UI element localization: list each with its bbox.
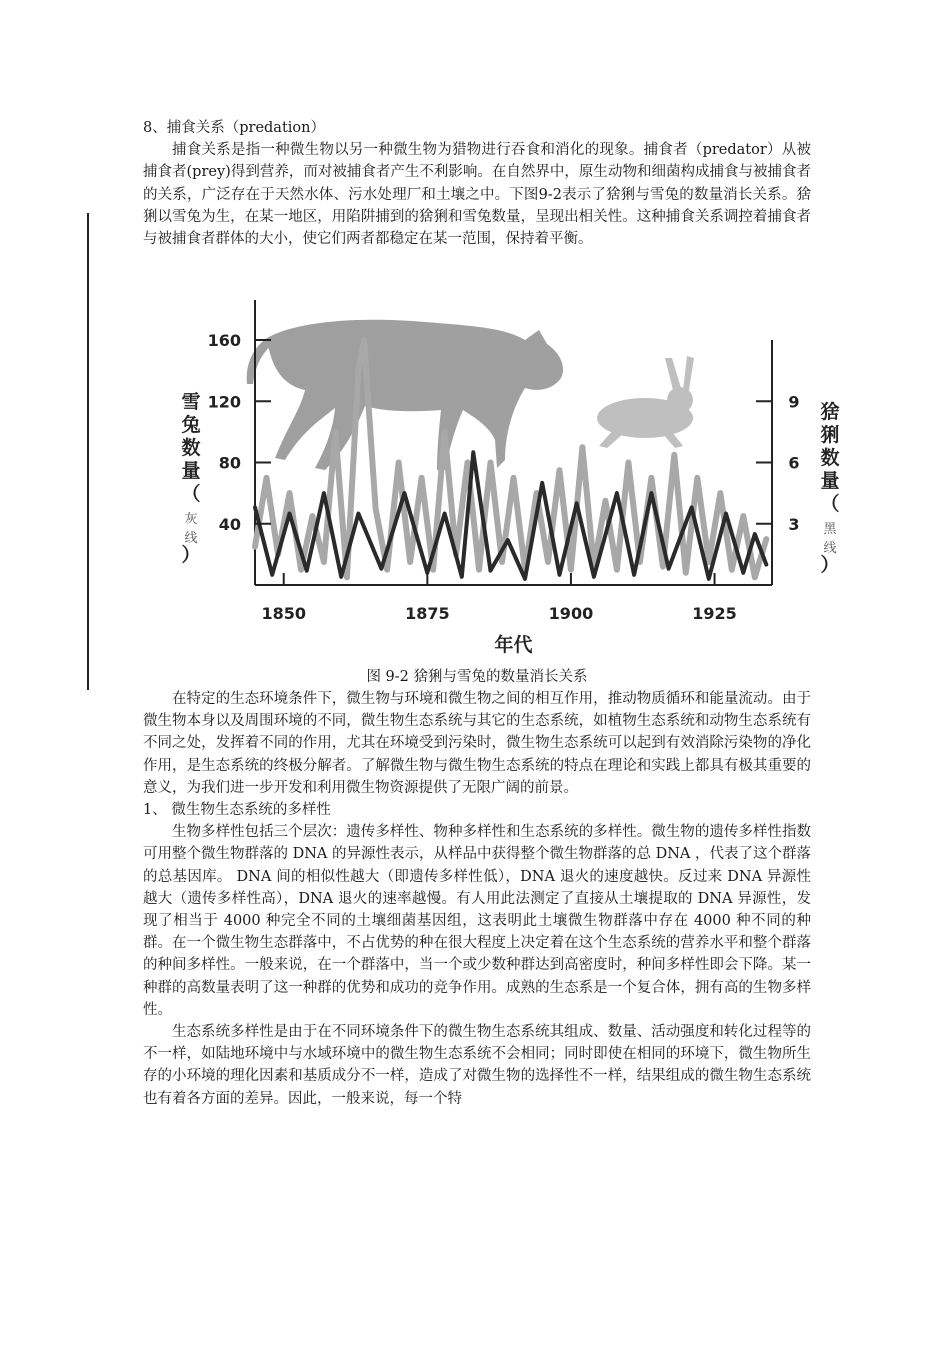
x-axis-label: 年代 (494, 634, 533, 656)
left-axis-label-char: 灰 (184, 512, 198, 527)
right-axis-label-char: 猞 (820, 401, 840, 423)
figure-caption: 图 9-2 猞猁与雪兔的数量消长关系 (366, 669, 588, 685)
left-tick-label: 40 (218, 514, 241, 534)
right-axis-label-char: 黑 (823, 522, 837, 537)
figure-lynx-hare (175, 300, 847, 665)
left-axis-label-char: 线 (184, 531, 198, 546)
left-axis-label-char: 雪 (181, 391, 201, 413)
margin-revision-bar (87, 213, 89, 690)
right-axis-label-char: 线 (823, 541, 837, 556)
section-predation (143, 117, 811, 250)
right-axis-label-char: 数 (820, 447, 840, 469)
left-axis-label-char: ） (181, 544, 201, 566)
x-tick-label: 1875 (405, 604, 450, 623)
right-axis-label-char: ） (820, 554, 840, 576)
lynx-hare-chart (175, 300, 847, 665)
left-axis-label-char: 数 (181, 437, 201, 459)
section-biodiversity (143, 688, 811, 1110)
right-tick-label: 6 (788, 453, 800, 473)
section-heading-diversity: 1、 微生物生态系统的多样性 (143, 802, 331, 819)
left-tick-label: 160 (207, 331, 241, 350)
x-tick-label: 1925 (692, 604, 737, 623)
left-axis-label-char: （ (181, 483, 201, 505)
x-tick-label: 1900 (548, 604, 594, 623)
right-axis-label-char: （ (820, 493, 840, 515)
section-heading-predation: 8、捕食关系（predation） (143, 120, 325, 136)
right-tick-label: 3 (788, 514, 800, 534)
right-axis-label-char: 猁 (820, 424, 840, 446)
left-tick-label: 120 (207, 392, 241, 412)
paragraph-ecosystem-diversity: 生态系统多样性是由于在不同环境条件下的微生物生态系统其组成、数量、活动强度和转化过程等的不一样，如陆地环境中与水域环境中的微生物生态系统不会相同；同时即使在相同的环境下，微生物所生存的小环境的理化因素和基质成分不一样，造成了对微生物的选择性不一样，结果组成的微生物生态系统也有着各方面的差异。因此，一般来说，每一个特 (143, 1024, 811, 1107)
left-axis-label-char: 量 (181, 460, 201, 482)
right-tick-label: 9 (788, 392, 800, 412)
left-tick-label: 80 (218, 453, 241, 473)
right-axis-label-char: 量 (820, 470, 840, 492)
paragraph-predation: 捕食关系是指一种微生物以另一种微生物为猎物进行吞食和消化的现象。捕食者（predator）从被捕食者(prey)得到营养，而对被捕食者产生不利影响。在自然界中，原生动物和细菌构成捕食与被捕食者的关系，广泛存在于天然水体、污水处理厂和土壤之中。下图9-2表示了猞猁与雪兔的数量消长关系。猞猁以雪兔为生，在某一地区，用陷阱捕到的猞猁和雪兔数量，呈现出相关性。这种捕食关系调控着捕食者与被捕食者群体的大小，使它们两者都稳定在某一范围，保持着平衡。 (143, 142, 811, 248)
left-axis-label-char: 兔 (181, 414, 201, 436)
paragraph-ecosystem-role: 在特定的生态环境条件下，微生物与环境和微生物之间的相互作用，推动物质循环和能量流动。由于微生物本身以及周围环境的不同，微生物生态系统与其它的生态系统，如植物生态系统和动物生态系统有不同之处，发挥着不同的作用，尤其在环境受到污染时，微生物生态系统可以起到有效消除污染物的净化作用，是生态系统的终极分解者。了解微生物与微生物生态系统的特点在理论和实践上都具有极其重要的意义，为我们进一步开发和利用微生物资源提供了无限广阔的前景。 (143, 691, 811, 796)
x-tick-label: 1850 (261, 604, 306, 623)
paragraph-genetic-diversity: 生物多样性包括三个层次：遗传多样性、物种多样性和生态系统的多样性。微生物的遗传多样性指数可用整个微生物群落的 DNA 的异源性表示，从样品中获得整个微生物群落的总 DNA ，代表了这个群落的总基因库。 DNA 间的相似性越大（即遗传多样性低），DNA 退火的速度越快。反过来 DNA 异源性越大（遗传多样性高），DNA 退火的速率越慢。有人用此法测定了直接从土壤提取的 DNA 异源性，发现了相当于 4000 种完全不同的土壤细菌基因组，这表明此土壤微生物群落中存在 4000 种不同的种群。在一个微生物生态群落中，不占优势的种在很大程度上决定着在这个生态系统的营养水平和整个群落的种间多样性。一般来说，在一个群落中，当一个或少数种群达到高密度时，种间多样性即会下降。某一种群的高数量表明了这一种群的优势和成功的竞争作用。成熟的生态系是一个复合体，拥有高的生物多样性。 (143, 824, 812, 1018)
